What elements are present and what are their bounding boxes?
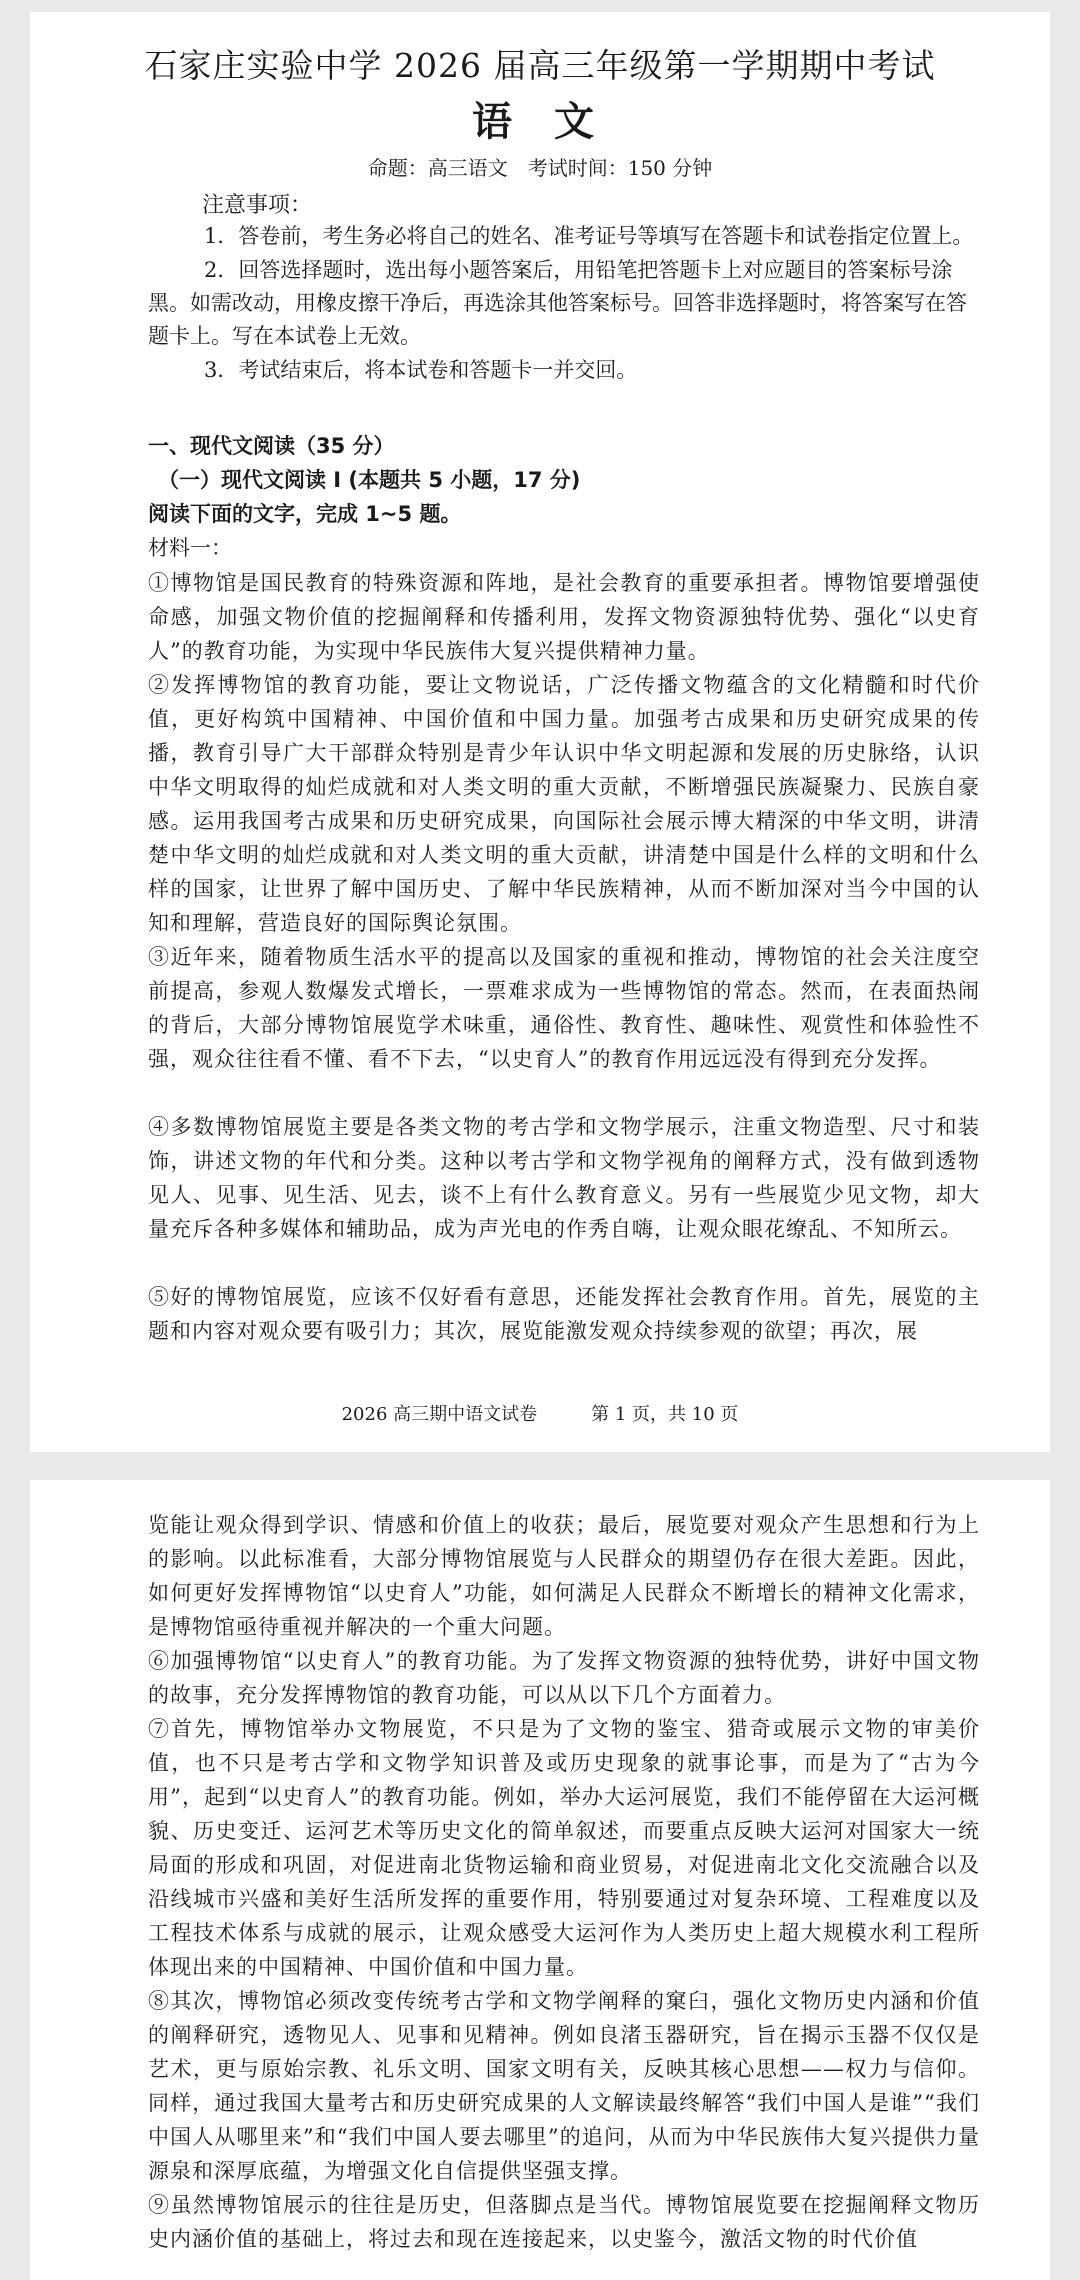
exam-title: 石家庄实验中学 2026 届高三年级第一学期期中考试 [144,46,936,85]
notice-item-1: 1．答卷前，考生务必将自己的姓名、准考证号等填写在答题卡和试卷指定位置上。 [204,224,974,248]
paragraph-4: ④多数博物馆展览主要是各类文物的考古学和文物学展示，注重文物造型、尺寸和装饰，讲述文物的年代和分类。这种以考古学和文物学视角的阐释方式，没有做到透物见人、见事、见生活、见去，谈不上有什么教育意义。另有一些展览少见文物，却大量充斥各种多媒体和辅助品，成为声光电的作秀自嗨，让观众眼花缭乱、不知所云。 [148,1115,980,1241]
notice-item-3: 3．考试结束后，将本试卷和答题卡一并交回。 [204,358,638,382]
page-footer: 2026 高三期中语文试卷 第 1 页，共 10 页 [341,1404,739,1425]
reading-instruction: 阅读下面的文字，完成 1~5 题。 [148,502,462,526]
paragraph-5: ⑤好的博物馆展览，应该不仅好看有意思，还能发挥社会教育作用。首先，展览的主题和内容对观众要有吸引力；其次，展览能激发观众持续参观的欲望；再次，展 [148,1285,980,1343]
paragraph-9: ⑨虽然博物馆展示的往往是历史，但落脚点是当代。博物馆展览要在挖掘阐释文物历史内涵价值的基础上，将过去和现在连接起来，以史鉴今，激活文物的时代价值 [148,2193,980,2251]
notice-item-2: 2．回答选择题时，选出每小题答案后，用铅笔把答题卡上对应题目的答案标号涂黑。如需改动，用橡皮擦干净后，再选涂其他答案标号。回答非选择题时，将答案写在答题卡上。写在本试卷上无效。 [148,258,967,348]
material-label: 材料一： [148,536,232,560]
exam-page-1 [30,12,1050,1452]
exam-info: 命题：高三语文 考试时间：150 分钟 [367,156,713,180]
paragraph-7: ⑦首先，博物馆举办文物展览，不只是为了文物的鉴宝、猎奇或展示文物的审美价值，也不只是考古学和文物学知识普及或历史现象的就事论事，而是为了“古为今用”，起到“以史育人”的教育功能。例如，举办大运河展览，我们不能停留在大运河概貌、历史变迁、运河艺术等历史文化的简单叙述，而要重点反映大运河对国家大一统局面的形成和巩固，对促进南北货物运输和商业贸易，对促进南北文化交流融合以及沿线城市兴盛和美好生活所发挥的重要作用，特别要通过对复杂环境、工程难度以及工程技术体系与成就的展示，让观众感受大运河作为人类历史上超大规模水利工程所体现出来的中国精神、中国价值和中国力量。 [148,1717,980,1979]
subsection-heading: （一）现代文阅读 I (本题共 5 小题，17 分) [158,468,581,492]
exam-page-2 [30,1480,1050,2280]
paragraph-2: ②发挥博物馆的教育功能，要让文物说话，广泛传播文物蕴含的文化精髓和时代价值，更好构筑中国精神、中国价值和中国力量。加强考古成果和历史研究成果的传播，教育引导广大干部群众特别是青少年认识中华文明起源和发展的历史脉络，认识中华文明取得的灿烂成就和对人类文明的重大贡献，不断增强民族凝聚力、民族自豪感。运用我国考古成果和历史研究成果，向国际社会展示博大精深的中华文明，讲清楚中华文明的灿烂成就和对人类文明的重大贡献，讲清楚中国是什么样的文明和什么样的国家，让世界了解中国历史、了解中华民族精神，从而不断加深对当今中国的认知和理解，营造良好的国际舆论氛围。 [148,673,980,935]
paragraph-8: ⑧其次，博物馆必须改变传统考古学和文物学阐释的窠臼，强化文物历史内涵和价值的阐释研究，透物见人、见事和见精神。例如良渚玉器研究，旨在揭示玉器不仅仅是艺术，更与原始宗教、礼乐文明、国家文明有关，反映其核心思想——权力与信仰。同样，通过我国大量考古和历史研究成果的人文解读最终解答“我们中国人是谁”“我们中国人从哪里来”和“我们中国人要去哪里”的追问，从而为中华民族伟大复兴提供力量源泉和深厚底蕴，为增强文化自信提供坚强支撑。 [148,1989,980,2183]
paragraph-6: ⑥加强博物馆“以史育人”的教育功能。为了发挥文物资源的独特优势，讲好中国文物的故事，充分发挥博物馆的教育功能，可以从以下几个方面着力。 [148,1649,980,1707]
paragraph-5-cont: 览能让观众得到学识、情感和价值上的收获；最后，展览要对观众产生思想和行为上的影响。以此标准看，大部分博物馆展览与人民群众的期望仍存在很大差距。因此，如何更好发挥博物馆“以史育人”功能，如何满足人民群众不断增长的精神文化需求，是博物馆亟待重视并解决的一个重大问题。 [148,1513,980,1639]
paragraph-1: ①博物馆是国民教育的特殊资源和阵地，是社会教育的重要承担者。博物馆要增强使命感，加强文物价值的挖掘阐释和传播利用，发挥文物资源独特优势、强化“以史育人”的教育功能，为实现中华民族伟大复兴提供精神力量。 [148,571,980,663]
section-heading: 一、现代文阅读（35 分） [148,434,395,458]
subject-title: 语 文 [472,98,608,145]
paragraph-3: ③近年来，随着物质生活水平的提高以及国家的重视和推动，博物馆的社会关注度空前提高，参观人数爆发式增长，一票难求成为一些博物馆的常态。然而，在表面热闹的背后，大部分博物馆展览学术味重，通俗性、教育性、趣味性、观赏性和体验性不强，观众往往看不懂、看不下去，“以史育人”的教育作用远远没有得到充分发挥。 [148,945,980,1071]
notice-heading: 注意事项： [202,193,313,218]
